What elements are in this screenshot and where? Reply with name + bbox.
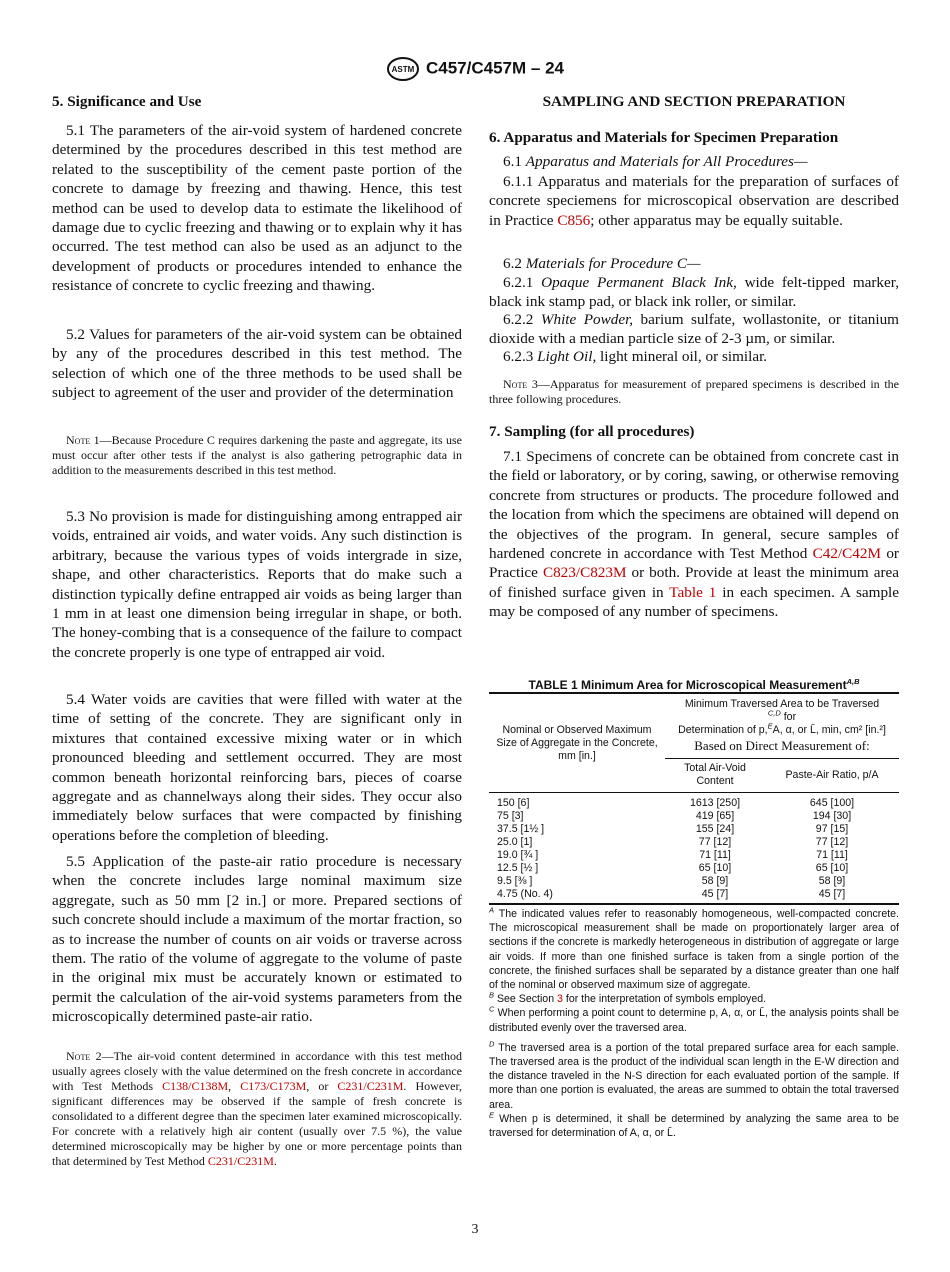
text: 7.1 Specimens of concrete can be obtained from concrete cast in the field or laboratory, or by coring, sawing, or otherwise removing concrete from structures or products. The procedure followed and the location from which the specimens are obtained will depend on the objectives of the program. In general, secure samples of hardened concrete in accordance with Test Method xyxy=(489,448,899,563)
text: or both. Provide at least the minimum area of finished surface given in xyxy=(489,564,899,601)
link-table-1[interactable]: Table 1 xyxy=(669,583,717,601)
air-void-cell: 155 [24] xyxy=(695,823,735,835)
text: wide felt-tipped marker, black ink stamp pad, or black ink roller, or similar. xyxy=(489,274,900,311)
section-5-heading: 5. Significance and Use xyxy=(52,93,202,110)
link-section-3[interactable]: 3 xyxy=(557,993,563,1006)
num: 6.2.2 xyxy=(503,311,541,328)
footnote-text: for the interpretation of symbols employed. xyxy=(562,993,767,1006)
area-table xyxy=(489,692,899,901)
footnote-text: When p is determined, it shall be determined by analyzing the same area to be traversed for determination of A, α, or L̄. xyxy=(489,1112,899,1140)
air-void-cell: 65 [10] xyxy=(698,862,732,874)
note-text: 3—Apparatus for measurement of prepared specimens is described in the three following procedures. xyxy=(489,377,899,406)
note-text: . However, significant differences may be observed if the sample of fresh concrete is consolidated to a different degree than the specimen later examined microscopically. For concrete with a relatively high air content (usually over 7.5 %), the value determined microscopically may be higher by one or more percentage points than that determined by Test Method xyxy=(52,1079,462,1168)
section-6-heading: 6. Apparatus and Materials for Specimen Preparation xyxy=(489,129,839,146)
paragraph-6-1-1 xyxy=(489,172,899,230)
paragraph-5-2: 5.2 Values for parameters of the air-void system can be obtained by any of the procedures described in this test method. The selection of which one of the three methods to be used shall be subject to agreement of the user and provider of the determination xyxy=(52,326,462,402)
size-cell: 19.0 [¾ ] xyxy=(497,849,539,861)
link-c42[interactable]: C42/C42M xyxy=(812,545,881,563)
note-2 xyxy=(52,1049,462,1169)
table-title xyxy=(489,678,899,692)
link-c231[interactable]: C231/C231M xyxy=(207,1154,274,1168)
col-header-paste-air: Paste-Air Ratio, p/A xyxy=(785,769,879,781)
subheading: Apparatus and Materials for All Procedures— xyxy=(525,153,808,170)
table-row xyxy=(489,888,899,901)
note-label: Note xyxy=(66,433,91,447)
subheading: White Powder, xyxy=(540,311,634,328)
note-text: . xyxy=(273,1154,277,1168)
table-footnotes xyxy=(489,907,899,1140)
size-cell: 150 [6] xyxy=(497,797,530,809)
sampling-section-title: SAMPLING AND SECTION PREPARATION xyxy=(542,93,846,110)
footnote-text: See Section xyxy=(494,993,558,1006)
paste-air-cell: 65 [10] xyxy=(815,862,849,874)
paste-air-cell: 58 [9] xyxy=(818,875,846,887)
size-cell: 4.75 (No. 4) xyxy=(497,888,553,900)
footnote-text: The indicated values refer to reasonably homogeneous, well-compacted concrete. The microscopical measurement shall be made on proportionately larger area of sections if the concrete is markedly heterogeneous in distribution of aggregate or large air voids. If more than one finished surface is taken from a single portion of the concrete, the finished surfaces shall be separated by a distance greater than one half of the nominal or observed maximum size of aggregate. xyxy=(489,908,899,992)
air-void-cell: 71 [11] xyxy=(699,849,731,861)
designation: C457/C457M – 24 xyxy=(426,58,564,78)
header-text: Minimum Traversed Area to be Traversed xyxy=(684,698,880,710)
paragraph-6-2-3 xyxy=(489,347,899,366)
footnote-marker: E xyxy=(489,1110,495,1120)
size-cell: 12.5 [½ ] xyxy=(497,862,539,874)
header-text: Based on Direct Measurement of: xyxy=(694,738,870,753)
page-number: 3 xyxy=(471,1222,479,1237)
footnote-marker: E xyxy=(767,721,773,731)
header-text: Determination of p, xyxy=(678,724,768,736)
num: 6.2 xyxy=(503,255,526,272)
footnote-marker: D xyxy=(489,1039,495,1049)
footnote-d xyxy=(489,1041,899,1112)
table-row xyxy=(489,793,899,811)
air-void-cell: 45 [7] xyxy=(701,888,729,900)
footnote-a xyxy=(489,907,899,992)
table-row xyxy=(489,836,899,849)
table-row xyxy=(489,810,899,823)
table-1 xyxy=(489,678,899,1140)
note-label: Note xyxy=(66,1049,91,1063)
note-3 xyxy=(489,377,899,407)
header-text: for xyxy=(780,711,797,723)
footnote-marker: B xyxy=(489,990,495,1000)
size-cell: 9.5 [⅜ ] xyxy=(497,875,533,887)
header-text: A, α, or L̄, min, cm² [in.²] xyxy=(772,724,886,736)
paste-air-cell: 97 [15] xyxy=(815,823,849,835)
paragraph-6-2-1 xyxy=(489,273,899,312)
footnote-text: When performing a point count to determine p, A, α, or L̄, the analysis points shall be distributed evenly over the traversed area. xyxy=(489,1007,899,1034)
paste-air-cell: 45 [7] xyxy=(818,888,846,900)
note-text: 2—The air-void content determined in accordance with this test method usually agrees closely with the value determined on the fresh concrete in accordance with Test Methods xyxy=(52,1049,462,1093)
footnote-marker: C,D xyxy=(767,708,781,718)
num: 6.1 xyxy=(503,153,526,170)
text: or Practice xyxy=(489,545,899,582)
air-void-cell: 77 [12] xyxy=(698,836,732,848)
subheading: Light Oil, xyxy=(537,348,597,365)
num: 6.2.1 xyxy=(503,274,542,291)
astm-logo-icon xyxy=(386,57,420,81)
note-text: , xyxy=(228,1079,241,1093)
table-row xyxy=(489,849,899,862)
text: light mineral oil, or similar. xyxy=(596,348,768,365)
footnote-marker: C xyxy=(489,1004,495,1014)
footnote-marker: A,B xyxy=(846,677,860,686)
note-label: Note xyxy=(503,377,528,391)
paste-air-cell: 77 [12] xyxy=(815,836,849,848)
footnote-e xyxy=(489,1112,899,1140)
table-row xyxy=(489,823,899,836)
paragraph-5-3: 5.3 No provision is made for distinguishing among entrapped air voids, entrained air voids, and water voids. Any such distinction is arbitrary, because the various types of voids intergrade in size, shape, and other characteristics. Reports that do make such a distinction typically define entrapped air voids as being larger than 1 mm in at least one dimension being irregular in shape, or both. The honey-combing that is a consequence of the failure to compact the concrete properly is one type of entrapped air void. xyxy=(52,508,462,661)
text: barium sulfate, wollastonite, or titanium dioxide with a median particle size of 2-3 µm, or similar. xyxy=(489,311,899,348)
paragraph-6-2-2 xyxy=(489,310,899,349)
note-1 xyxy=(52,433,462,478)
section-7-heading: 7. Sampling (for all procedures) xyxy=(489,423,695,440)
text: 6.1.1 Apparatus and materials for the preparation of surfaces of concrete speciemens for microscopical observation are described in Practice xyxy=(489,173,899,229)
table-title-text: TABLE 1 Minimum Area for Microscopical Measurement xyxy=(528,678,847,692)
footnote-c xyxy=(489,1006,899,1034)
footnote-b xyxy=(489,992,899,1006)
paste-air-cell: 645 [100] xyxy=(809,797,855,809)
footnote-marker: A xyxy=(489,905,495,915)
subheading: Opaque Permanent Black Ink, xyxy=(541,274,737,291)
air-void-cell: 58 [9] xyxy=(701,875,729,887)
size-cell: 75 [3] xyxy=(497,810,524,822)
link-c856[interactable]: C856 xyxy=(557,211,591,229)
paragraph-5-4: 5.4 Water voids are cavities that were filled with water at the time of setting of the concrete. They are significant only in mixtures that contained excessive mixing water or in which pronounced bleeding and settlement occurred. They are most common beneath horizontal reinforcing bars, pieces of coarse aggregate and as channelways along their sides. They occur also immediately below surfaces that were compacted by finishing operations before the completion of bleeding. xyxy=(52,691,462,844)
col-header-air-void: Total Air-Void Content xyxy=(684,762,746,787)
col-group-header xyxy=(665,693,899,759)
table-row xyxy=(489,862,899,875)
paste-air-cell: 194 [30] xyxy=(812,810,852,822)
paragraph-5-1: 5.1 The parameters of the air-void system of hardened concrete determined by the procedures described in this test method are related to the susceptibility of the cement paste portion of the concrete to damage by freezing and thawing. Hence, this test method can be used to develop data to estimate the likelihood of damage due to cyclic freezing and thawing or to explain why it has occurred. The test method can also be used as an adjunct to the development of products or procedures intended to enhance the resistance of concrete to cyclic freezing and thawing. xyxy=(52,122,462,295)
size-cell: 37.5 [1½ ] xyxy=(497,823,545,835)
paragraph-5-5: 5.5 Application of the paste-air ratio procedure is necessary when the concrete includes large nominal maximum size aggregate, such as 50 mm [2 in.] or more. Prepared sections of such concrete should include a maximum of the mortar fraction, so as to increase the number of counts on air voids or traverse across them. The ratio of the volume of aggregate to the volume of paste in the original mix must be accurately known or estimated to permit the calculation of the air-void systems parameters from the microscopically determined paste-air ratio. xyxy=(52,853,462,1026)
paragraph-7-1 xyxy=(489,447,899,622)
table-row xyxy=(489,875,899,888)
link-c173[interactable]: C173/C173M xyxy=(240,1079,307,1093)
paste-air-cell: 71 [11] xyxy=(816,849,848,861)
link-c823[interactable]: C823/C823M xyxy=(542,564,627,582)
page-header xyxy=(0,57,950,81)
paragraph-6-1 xyxy=(489,152,899,171)
paragraph-6-2 xyxy=(489,254,899,273)
col-header-size: Nominal or Observed Maximum Size of Aggregate in the Concrete, mm [in.] xyxy=(496,723,658,762)
note-text: 1—Because Procedure C requires darkening the paste and aggregate, its use must occur after other tests if the analyst is also gathering petrographic data in addition to the measurements described in this test method. xyxy=(52,433,462,477)
svg-text:ASTM: ASTM xyxy=(391,65,415,74)
num: 6.2.3 xyxy=(503,348,538,365)
subheading: Materials for Procedure C— xyxy=(525,255,701,272)
note-text: , or xyxy=(306,1079,338,1093)
footnote-text: The traversed area is a portion of the total prepared surface area for each sample. The traversed area is the product of the individual scan length in the E-W direction and the distance traveled in the N-S direction for each evaluated portion of the sample. If more than one portion is evaluated, the areas are summed to obtain the total traversed area. xyxy=(489,1041,899,1111)
text: ; other apparatus may be equally suitable. xyxy=(590,211,843,229)
air-void-cell: 419 [65] xyxy=(695,810,735,822)
text: in each specimen. A sample may be composed of any number of specimens. xyxy=(489,583,900,621)
size-cell: 25.0 [1] xyxy=(497,836,533,848)
link-c231[interactable]: C231/C231M xyxy=(337,1079,404,1093)
air-void-cell: 1613 [250] xyxy=(689,797,741,809)
link-c138[interactable]: C138/C138M xyxy=(162,1079,229,1093)
